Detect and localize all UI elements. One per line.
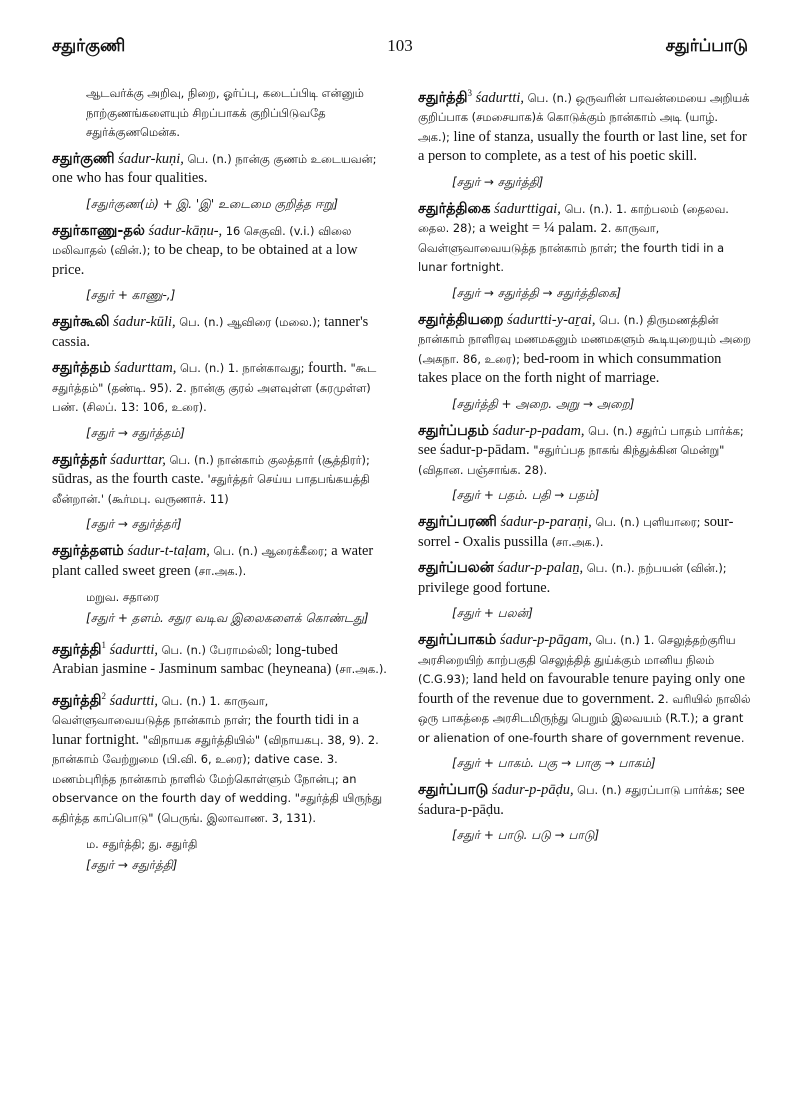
part-of-speech: பெ. (n.): [599, 312, 644, 327]
tamil-definition: நற்பயன் (வின்.);: [638, 561, 727, 576]
entry-continuation: ஆடவர்க்கு அறிவு, நிறை, ஓர்ப்பு, கடைப்பிடி என்னும் நாற்குணங்களையும் சிறப்பாகக் குறிப்பிடுவதே சதுர்க்குணமென்க.: [86, 86, 364, 139]
etymology: [சதுர் → சதுர்த்தி]: [452, 174, 544, 189]
variant-forms: ம. சதுர்த்தி; து. சதுர்தி: [86, 837, 198, 852]
headword: சதுர்த்தர்: [52, 451, 107, 468]
english-definition: to be cheap, to be obtained at a low price.: [52, 242, 358, 278]
right-column: [418, 84, 753, 853]
english-definition: sūdras, as the fourth caste.: [52, 471, 204, 487]
headword: சதுர்ப்பரணி: [418, 514, 497, 531]
headword: சதுர்ப்பதம்: [418, 422, 489, 439]
dictionary-entry: [418, 84, 753, 167]
homonym-number: 3: [467, 88, 473, 98]
headword: சதுர்த்திகை: [418, 200, 491, 217]
transliteration: śadurttigai,: [494, 200, 561, 217]
homonym-number: 1: [101, 640, 107, 650]
etymology: [சதுர் → சதுர்த்தி → சதுர்த்திகை]: [452, 285, 622, 300]
dictionary-entry: [418, 422, 753, 481]
english-definition: the fourth tidi in a lunar fortnight.: [52, 712, 359, 748]
running-head-left: சதுர்குணி: [52, 36, 126, 56]
tamil-definition: 1. காற்பலம் (தைலவ. தைல. 28);: [418, 201, 729, 236]
etymology: [சதுர் → சதுர்த்தர்]: [86, 517, 182, 531]
entry-extra: 2. காருவா, வெள்ளுவாவையடுத்த நான்காம் நாள்; the fourth tidi in a lunar fortnight.: [418, 221, 725, 275]
transliteration: śadur-p-pāgam,: [499, 632, 592, 649]
dictionary-entry: [418, 631, 753, 748]
part-of-speech: பெ. (n.).: [564, 201, 613, 216]
entry-extra: 'சதுர்த்தர் செய்ய பாதபங்கயத்தி லீன்றான்.' (கூர்மபு. வருணாச். 11): [52, 472, 370, 506]
headword: சதுர்காணு-தல்: [52, 222, 145, 239]
dictionary-entry: [52, 687, 387, 828]
part-of-speech: பெ. (n.): [179, 315, 224, 329]
part-of-speech: பெ. (n.): [179, 361, 225, 375]
etymology: [சதுர் + பலன்]: [452, 606, 533, 621]
part-of-speech: பெ. (n.): [169, 452, 214, 467]
headword: சதுர்குணி: [52, 150, 115, 167]
tamil-definition: திருமணத்தின் நான்காம் நாளிரவு மணமகனும் மணமகளும் கூடியுறையும் அறை (அகநா. 86, உரை);: [418, 312, 751, 366]
english-definition: sour-sorrel - Oxalis pussilla: [418, 514, 734, 550]
tamil-definition: ஆரைக்கீரை;: [261, 544, 328, 558]
dictionary-entry: [52, 359, 387, 418]
tamil-definition: நான்கு குணம் உடையவன்;: [235, 151, 377, 166]
transliteration: śadurttar,: [110, 451, 166, 468]
homonym-number: 2: [101, 690, 107, 701]
english-definition: see śadur-p-pādam.: [418, 442, 530, 459]
dictionary-entry: [418, 781, 753, 820]
part-of-speech: 16 செகுவி. (v.i.): [225, 223, 315, 238]
tamil-definition: பேராமல்லி;: [209, 642, 273, 657]
etymology: [சதுர்த்தி + அறை. அறு → அறை]: [452, 396, 635, 411]
dictionary-entry: [418, 200, 753, 278]
transliteration: śadur-p-palaṉ,: [497, 560, 584, 577]
entry-extra: (சா.அக.).: [334, 662, 387, 677]
english-definition: a weight = ¼ palam.: [479, 220, 597, 237]
headword: சதுர்ப்பாகம்: [418, 632, 497, 649]
transliteration: śadur-p-pāḍu,: [491, 782, 574, 799]
part-of-speech: பெ. (n.): [595, 515, 640, 530]
etymology: [சதுர்குண(ம்) + இ. 'இ' உடைமை குறித்த ஈறு]: [86, 196, 339, 211]
transliteration: śadurtti,: [109, 692, 159, 709]
english-definition: bed-room in which consummation takes place on the forth night of marriage.: [418, 350, 722, 387]
headword: சதுர்த்தளம்: [52, 543, 124, 559]
dictionary-entry: [52, 313, 387, 352]
etymology: [சதுர் + பாகம். பகு → பாகு → பாகம்]: [452, 756, 656, 771]
dictionary-entry: [52, 451, 387, 510]
part-of-speech: பெ. (n.).: [586, 561, 635, 576]
part-of-speech: பெ. (n.): [577, 783, 622, 798]
transliteration: śadur-kāṇu-,: [148, 222, 223, 239]
english-definition: line of stanza, usually the fourth or last line, set for a person to complete, as a test of his poetic skill.: [418, 128, 747, 165]
headword: சதுர்ப்பாடு: [418, 782, 489, 799]
part-of-speech: பெ. (n.): [161, 642, 206, 657]
tamil-definition: 1. நான்காவது;: [227, 361, 305, 375]
tamil-definition: நான்காம் குலத்தார் (சூத்திரர்);: [217, 452, 370, 467]
etymology: [சதுர் → சதுர்த்தம்]: [86, 425, 185, 440]
english-definition: see śadura-p-pāḍu.: [418, 782, 745, 818]
transliteration: śadur-p-paraṇi,: [500, 514, 592, 531]
part-of-speech: பெ. (n.): [161, 693, 206, 708]
entry-extra: "கூட சதுர்த்தம்" (தண்டி. 95). 2. நான்கு குரல் அளவுள்ள (சுரமுள்ள) பண். (சிலப். 13: 106, உரை).: [52, 361, 377, 414]
headword: சதுர்த்தம்: [52, 360, 111, 376]
etymology: [சதுர் + காணு-,]: [86, 288, 176, 302]
entry-extra: (சா.அக.).: [194, 563, 247, 578]
transliteration: śadurtti-y-aṟai,: [507, 311, 596, 328]
etymology: [சதுர் + பதம். பதி → பதம்]: [452, 488, 600, 503]
transliteration: śadurtti,: [109, 641, 159, 658]
tamil-definition: சதுர்ப் பாதம் பார்க்க;: [636, 423, 744, 438]
headword: சதுர்ப்பலன்: [418, 560, 494, 577]
part-of-speech: பெ. (n.): [595, 633, 640, 648]
tamil-definition: சதுரப்பாடு பார்க்க;: [625, 783, 723, 798]
entry-extra: (சா.அக.).: [551, 534, 604, 549]
english-definition: a water plant called sweet green: [52, 543, 374, 579]
dictionary-entry: [52, 542, 387, 581]
running-head-right: சதுர்ப்பாடு: [665, 36, 748, 56]
transliteration: śadur-kūli,: [113, 314, 176, 330]
part-of-speech: பெ. (n.): [213, 544, 258, 558]
transliteration: śadurttam,: [114, 360, 177, 376]
headword: சதுர்த்தி: [418, 89, 468, 106]
english-definition: long-tubed Arabian jasmine - Jasminum sambac (heyneana): [52, 641, 338, 678]
english-definition: privilege good fortune.: [418, 579, 551, 596]
headword: சதுர்த்தியறை: [418, 311, 504, 328]
dictionary-entry: [418, 559, 753, 598]
tamil-definition: 1. செலுத்தற்குரிய அரசிறையிற் காற்பகுதி செலுத்தித் துய்க்கும் மானிய நிலம் (C.G.93);: [418, 633, 736, 687]
headword: சதுர்த்தி: [52, 692, 102, 709]
part-of-speech: பெ. (n.): [588, 423, 633, 438]
tamil-definition: 1. காருவா, வெள்ளுவாவையடுத்த நான்காம் நாள்;: [52, 693, 269, 728]
headword: சதுர்த்தி: [52, 641, 102, 658]
etymology: [சதுர் → சதுர்த்தி]: [86, 858, 178, 873]
entry-extra: 2. வரியில் நாலில் ஒரு பாகத்தை அரசிடமிருந்து பெறும் இலவயம் (R.T.); a grant or alienation of one-fourth share of government revenue.: [418, 691, 751, 745]
english-definition: tanner's cassia.: [52, 314, 369, 350]
page-number: 103: [387, 36, 413, 55]
dictionary-entry: [418, 513, 753, 552]
tamil-definition: ஒருவரின் பாவன்மையை அறியக் குறிப்பாக (சமசையாக)க் கொடுக்கும் நான்காம் அடி (யாழ். அக.);: [418, 90, 750, 144]
headword: சதுர்கூலி: [52, 314, 110, 330]
transliteration: śadur-p-padam,: [492, 422, 585, 439]
dictionary-entry: [52, 222, 387, 281]
transliteration: śadur-t-taḷam,: [127, 543, 210, 559]
transliteration: śadurtti,: [475, 89, 525, 106]
etymology: [சதுர் + தளம். சதுர வடிவ இலைகளைக் கொண்டது]: [86, 611, 369, 625]
english-definition: fourth.: [308, 360, 347, 376]
transliteration: śadur-kuṇi,: [118, 150, 184, 167]
left-column: [52, 84, 387, 883]
english-definition: one who has four qualities.: [52, 170, 208, 186]
variant-forms: மறுவ. சதாரை: [86, 590, 160, 604]
tamil-definition: விலை மலிவாதல் (வின்.);: [52, 223, 352, 257]
tamil-definition: ஆவிரை (மலை.);: [227, 315, 321, 329]
entry-extra: "சதுர்ப்பத நாகங் கிந்துக்கின மென்று" (விதான. பஞ்சாங்க. 28).: [418, 443, 725, 477]
part-of-speech: பெ. (n.): [527, 90, 572, 105]
tamil-definition: புளியாரை;: [643, 515, 701, 530]
dictionary-entry: [418, 311, 753, 389]
dictionary-entry: [52, 636, 387, 680]
etymology: [சதுர் + பாடு. படு → பாடு]: [452, 828, 600, 843]
part-of-speech: பெ. (n.): [187, 151, 232, 166]
english-definition: land held on favourable tenure paying only one fourth of the revenue due to government.: [418, 671, 745, 707]
dictionary-entry: [52, 150, 387, 189]
entry-extra: "விநாயக சதுர்த்தியில்" (விநாயகபு. 38, 9). 2. நான்காம் வேற்றுமை (பி.வி. 6, உரை); dative case. 3. மணம்புரிந்த நான்காம் நாளில் மேற்கொள்ளும் நோன்பு; an observance on the fourth day of wedding. "சதுர்த்தி யிருந்து கதிர்த்த காப்பொடு" (பெருங். இலாவாண. 3, 131).: [52, 732, 382, 825]
